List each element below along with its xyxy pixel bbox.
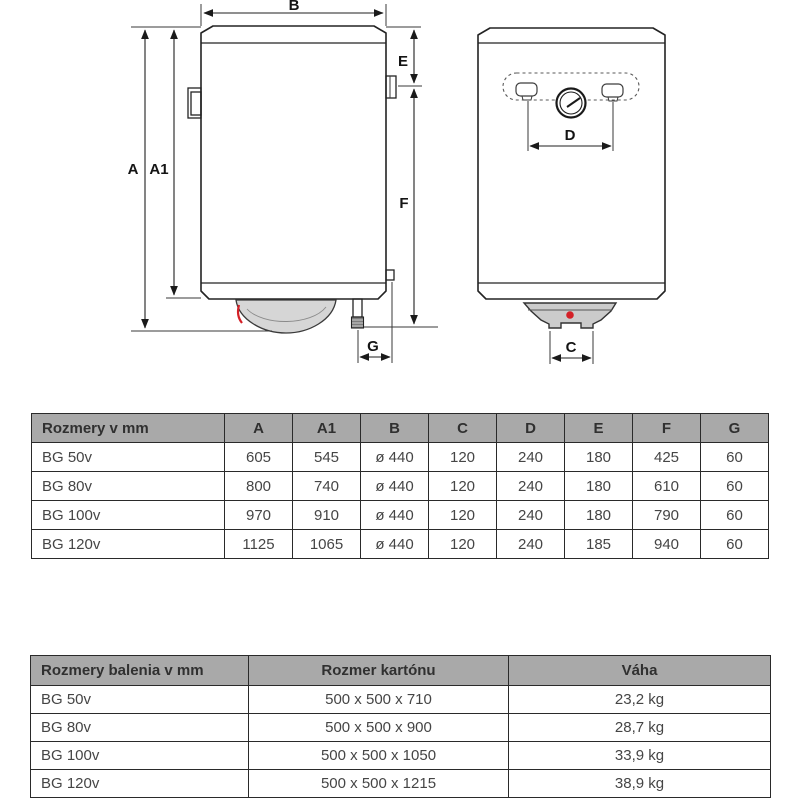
column-header-e: E (565, 414, 633, 443)
front-view-drawing (478, 28, 665, 364)
table-cell: 500 x 500 x 1050 (249, 742, 509, 770)
column-header-d: D (497, 414, 565, 443)
table-cell: 500 x 500 x 710 (249, 686, 509, 714)
sensor-nub (386, 270, 394, 280)
dim-label-d: D (564, 127, 576, 144)
table-cell: 180 (565, 501, 633, 530)
column-header-title: Rozmery v mm (32, 414, 225, 443)
table-cell: 120 (429, 472, 497, 501)
table-cell: ø 440 (361, 501, 429, 530)
dimensions-table (31, 413, 769, 559)
column-header-packaging: Rozmery balenia v mm (31, 656, 249, 686)
table-cell: 180 (565, 472, 633, 501)
table-row (32, 443, 769, 472)
table-cell: ø 440 (361, 530, 429, 559)
table-row (32, 530, 769, 559)
thermometer-gauge (557, 89, 586, 118)
table-cell: 500 x 500 x 1215 (249, 770, 509, 798)
column-header-f: F (633, 414, 701, 443)
table-cell: 605 (225, 443, 293, 472)
table-cell: 23,2 kg (509, 686, 771, 714)
table-row (31, 742, 771, 770)
table-row (31, 770, 771, 798)
table-cell: 910 (293, 501, 361, 530)
table-cell: 120 (429, 501, 497, 530)
table-cell: ø 440 (361, 472, 429, 501)
table-cell: 940 (633, 530, 701, 559)
table-cell: 425 (633, 443, 701, 472)
table-cell: 33,9 kg (509, 742, 771, 770)
side-view-drawing (128, 0, 438, 363)
table-row (31, 686, 771, 714)
table-cell: 970 (225, 501, 293, 530)
column-header-a: A (225, 414, 293, 443)
table-cell: 1065 (293, 530, 361, 559)
table-cell: 545 (293, 443, 361, 472)
column-header-a1: A1 (293, 414, 361, 443)
tank-body-front (478, 28, 665, 299)
table-cell: BG 50v (31, 686, 249, 714)
table-cell: 240 (497, 501, 565, 530)
dim-label-g: G (367, 338, 379, 355)
table-row (32, 472, 769, 501)
table-cell: 60 (701, 501, 769, 530)
table-cell: 610 (633, 472, 701, 501)
table-cell: 120 (429, 443, 497, 472)
table-cell: BG 120v (31, 770, 249, 798)
table-cell: 500 x 500 x 900 (249, 714, 509, 742)
column-header-carton: Rozmer kartónu (249, 656, 509, 686)
table-cell: 60 (701, 472, 769, 501)
bottom-cap (524, 303, 616, 328)
dim-label-f: F (399, 195, 409, 212)
table-cell: 38,9 kg (509, 770, 771, 798)
packaging-table (30, 655, 771, 798)
table-cell: 120 (429, 530, 497, 559)
table-cell: 240 (497, 443, 565, 472)
table-cell: BG 100v (32, 501, 225, 530)
dim-label-e: E (397, 53, 409, 70)
table-cell: 800 (225, 472, 293, 501)
side-port-right (386, 76, 396, 98)
column-header-weight: Váha (509, 656, 771, 686)
tank-body-side (201, 26, 386, 299)
table-row (31, 714, 771, 742)
table-cell: 1125 (225, 530, 293, 559)
bottom-dome (236, 300, 336, 333)
table-row (32, 501, 769, 530)
column-header-b: B (361, 414, 429, 443)
table-cell: BG 80v (31, 714, 249, 742)
table-cell: 180 (565, 443, 633, 472)
dim-label-a: A (127, 161, 139, 178)
red-indicator-dot (566, 311, 574, 319)
table-cell: 790 (633, 501, 701, 530)
table-cell: 60 (701, 443, 769, 472)
drain-pipe (352, 299, 364, 328)
table-header-row (32, 414, 769, 443)
table-cell: 240 (497, 530, 565, 559)
table-cell: 28,7 kg (509, 714, 771, 742)
dim-label-c: C (565, 339, 577, 356)
table-cell: BG 80v (32, 472, 225, 501)
table-cell: BG 100v (31, 742, 249, 770)
table-cell: BG 50v (32, 443, 225, 472)
table-cell: 185 (565, 530, 633, 559)
dim-label-b: B (288, 0, 300, 14)
table-header-row (31, 656, 771, 686)
dim-label-a1: A1 (149, 161, 169, 178)
table-cell: 60 (701, 530, 769, 559)
table-cell: BG 120v (32, 530, 225, 559)
column-header-c: C (429, 414, 497, 443)
side-port-left (188, 88, 201, 118)
table-cell: 240 (497, 472, 565, 501)
table-cell: 740 (293, 472, 361, 501)
table-cell: ø 440 (361, 443, 429, 472)
column-header-g: G (701, 414, 769, 443)
